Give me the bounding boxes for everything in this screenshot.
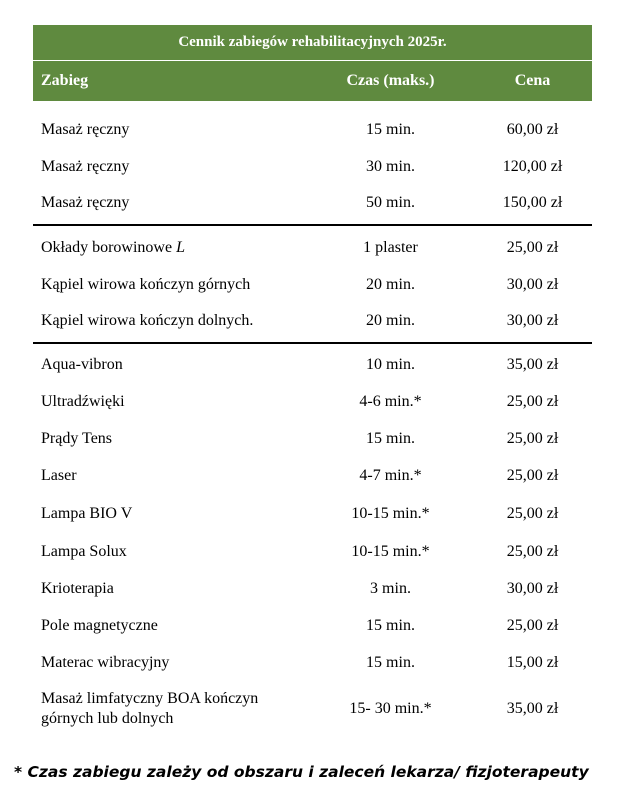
treatment-time: 3 min.	[370, 579, 411, 597]
treatment-name: Laser	[41, 467, 77, 484]
treatment-price: 25,00 zł	[506, 467, 559, 484]
table-row	[33, 420, 592, 457]
table-row	[33, 303, 592, 343]
column-header-treatment: Zabieg	[33, 61, 308, 102]
table-row	[33, 495, 592, 533]
treatment-name: Kąpiel wirowa kończyn górnych	[41, 275, 251, 293]
treatment-price: 30,00 zł	[473, 303, 592, 343]
table-row	[33, 644, 592, 681]
footnote: * Czas zabiegu zależy od obszaru i zaleceń lekarza/ fizjoterapeuty	[14, 763, 589, 781]
table-row	[33, 457, 592, 495]
treatment-name: Ultradźwięki	[41, 392, 125, 410]
table-row	[33, 148, 592, 185]
table-row	[33, 533, 592, 570]
treatment-name: Pole magnetyczne	[41, 616, 158, 634]
table-title: Cennik zabiegów rehabilitacyjnych 2025r.	[33, 25, 592, 61]
table-row	[33, 225, 592, 266]
treatment-name-suffix: L	[176, 239, 185, 256]
table-row	[33, 101, 592, 148]
table-row	[33, 570, 592, 607]
treatment-price: 25,00 zł	[506, 542, 559, 560]
table-row	[33, 343, 592, 383]
table-row	[33, 266, 592, 303]
treatment-time: 1 plaster	[363, 239, 418, 256]
treatment-name: Lampa BIO V	[41, 505, 133, 522]
treatment-name: Masaż ręczny	[41, 157, 130, 175]
treatment-name: Aqua-vibron	[41, 356, 123, 373]
treatment-name: Prądy Tens	[41, 429, 113, 447]
treatment-time: 15 min.	[366, 429, 415, 447]
column-header-time: Czas (maks.)	[308, 61, 473, 102]
treatment-name: Masaż ręczny	[33, 185, 308, 225]
treatment-price: 60,00 zł	[506, 120, 559, 138]
treatment-name-text: Okłady borowinowe	[41, 239, 173, 256]
price-list-table	[33, 25, 592, 737]
treatment-time: 15 min.	[366, 120, 415, 138]
treatment-price: 25,00 zł	[506, 239, 559, 256]
treatment-price: 150,00 zł	[473, 185, 592, 225]
table-header-row	[33, 61, 592, 102]
treatment-price: 25,00 zł	[506, 429, 559, 447]
treatment-name-line-1: Masaż limfatyczny BOA kończyn	[41, 690, 259, 707]
table-row	[33, 185, 592, 225]
treatment-time: 10-15 min.*	[351, 505, 430, 522]
treatment-name: Masaż ręczny	[41, 120, 130, 138]
table-row	[33, 607, 592, 644]
treatment-price: 15,00 zł	[506, 653, 559, 671]
treatment-time: 10 min.	[366, 356, 415, 373]
treatment-price: 25,00 zł	[506, 505, 559, 522]
treatment-price: 35,00 zł	[506, 356, 559, 373]
table-row	[33, 383, 592, 420]
treatment-time: 20 min.	[366, 275, 415, 293]
treatment-time: 15- 30 min.*	[349, 700, 432, 717]
treatment-price: 25,00 zł	[506, 616, 559, 634]
treatment-price: 120,00 zł	[502, 157, 563, 175]
treatment-name: Materac wibracyjny	[41, 653, 170, 671]
column-header-price: Cena	[473, 61, 592, 102]
treatment-time: 15 min.	[366, 616, 415, 634]
treatment-price: 30,00 zł	[506, 579, 559, 597]
treatment-price: 30,00 zł	[506, 275, 559, 293]
treatment-name: Kąpiel wirowa kończyn dolnych.	[33, 303, 308, 343]
treatment-price: 35,00 zł	[506, 700, 559, 717]
treatment-price: 25,00 zł	[506, 392, 559, 410]
treatment-time: 50 min.	[308, 185, 473, 225]
treatment-time: 15 min.	[366, 653, 415, 671]
treatment-time: 4-6 min.*	[359, 392, 422, 410]
table-row	[33, 681, 592, 737]
treatment-name: Lampa Solux	[41, 542, 127, 560]
treatment-time: 30 min.	[366, 157, 415, 175]
table-title-row	[33, 25, 592, 61]
treatment-name-line-2: górnych lub dolnych	[41, 710, 174, 727]
treatment-time: 20 min.	[308, 303, 473, 343]
treatment-name	[33, 681, 308, 737]
treatment-time: 4-7 min.*	[359, 467, 422, 484]
treatment-name	[33, 225, 308, 266]
treatment-name: Krioterapia	[41, 579, 114, 597]
treatment-time: 10-15 min.*	[351, 542, 430, 560]
